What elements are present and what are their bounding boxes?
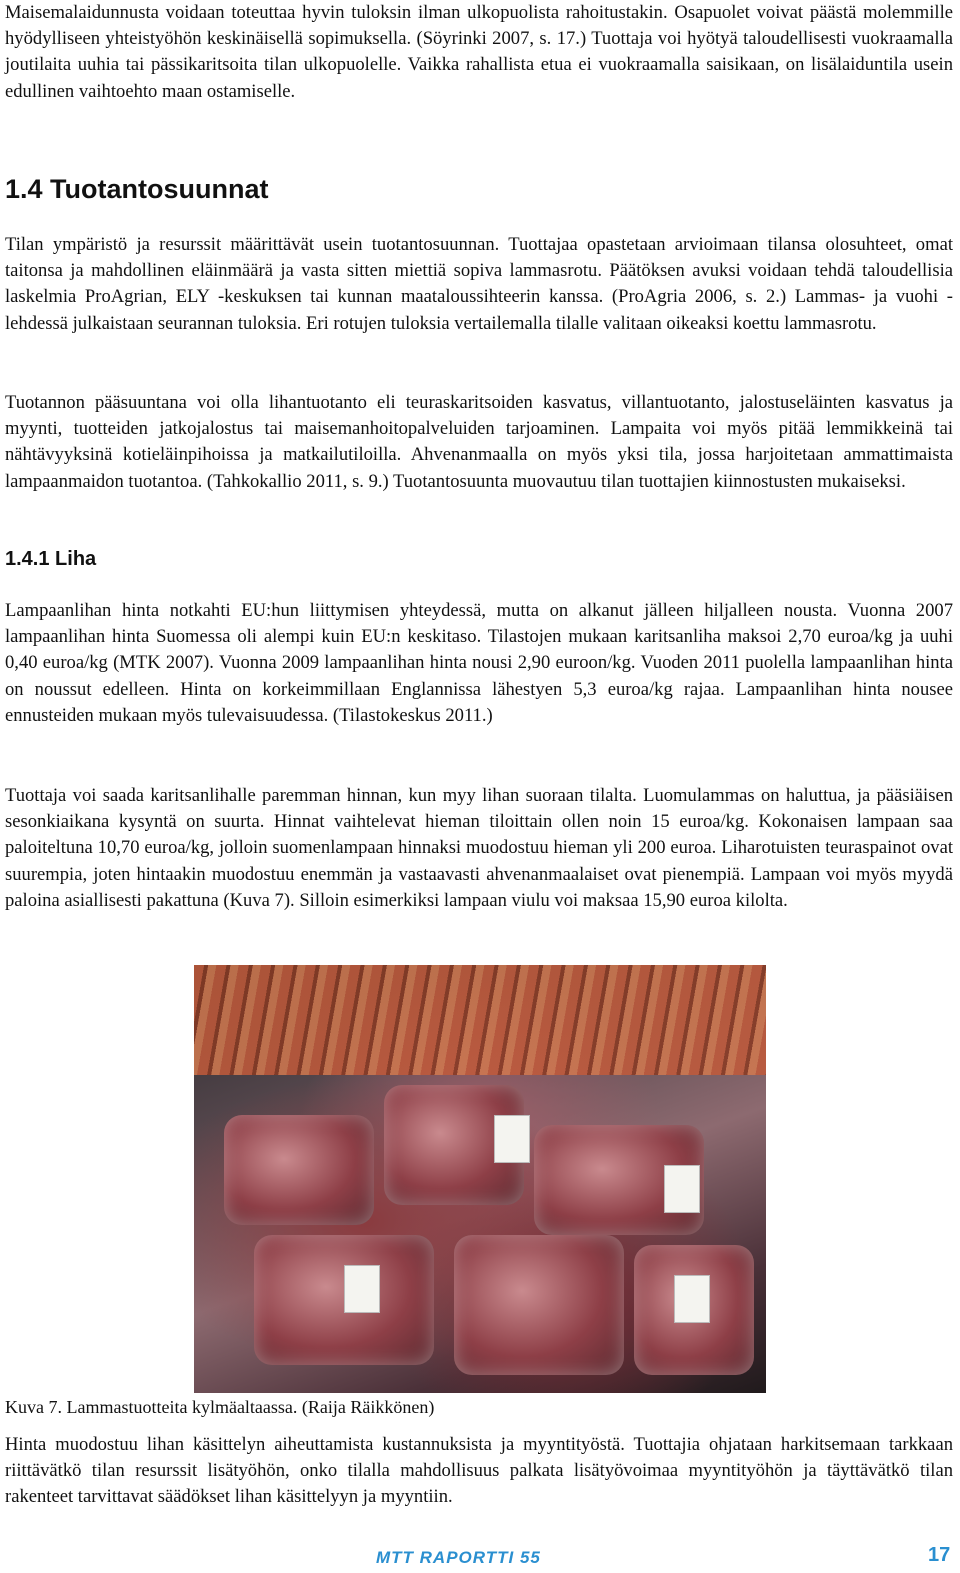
section-heading-tuotantosuunnat: 1.4 Tuotantosuunnat <box>5 174 269 204</box>
paragraph-costs: Hinta muodostuu lihan käsittelyn aiheuttamista kustannuksista ja myyntityöstä. Tuottajia ohjataan harkitsemaan tarkkaan riittävätkö tilan resurssit lisätyöhön, onko tilalla mahdollisuus palkata lisätyövoimaa myyntityöhön ja täyttävätkö tilan rakenteet tarvittavat säädökset lihan käsittelyyn ja myyntiin. <box>5 1434 953 1508</box>
paragraph-direct-sales: Tuottaja voi saada karitsanlihalle paremman hinnan, kun myy lihan suoraan tilalta. Luomulammas on haluttua, ja pääsiäisen sesonkiaikana kysyntä on suurta. Hinnat vaihtelevat hieman tiloittain ollen noin 15 euroa/kg. Kokonaisen lampaan saa paloiteltuna 10,70 euroa/kg, jolloin suomenlampaan hinnaksi muodostuu hieman yli 200 euroa. Liharotuisten teuraspainot ovat suurempia, joten hintaakin muodostuu enemmän ja vastaavasti ahvenanmaalaiset ovat pienempiä. Lampaan voi myös myydä paloina asiallisesti pakattuna (Kuva 7). Silloin esimerkiksi lampaan viulu voi maksaa 15,90 euroa kilolta. <box>5 785 953 911</box>
price-label <box>674 1275 710 1323</box>
paragraph-production-direction: Tuotannon pääsuuntana voi olla lihantuotanto eli teuraskaritsoiden kasvatus, villantuotanto, jalostuseläinten kasvatus ja myynti, tuotteiden jatkojalostus tai maisemanhoitopalveluiden tarjoaminen. Lampaita voi myös pitää lemmikkeinä tai nähtävyyksinä kotieläinpihoissa ja matkailutiloilla. Ahvenanmaalla on myös yksi tila, jossa harjoitetaan ammattimaista lampaanmaidon tuotantoa. (Tahkokallio 2011, s. 9.) Tuotantosuunta muovautuu tilan tuottajien kiinnostusten mukaiseksi. <box>5 392 953 492</box>
page-number: 17 <box>928 1544 951 1566</box>
subsection-heading-liha: 1.4.1 Liha <box>5 548 97 570</box>
publication-footer: MTT RAPORTTI 55 <box>376 1548 541 1567</box>
figure-caption: Kuva 7. Lammastuotteita kylmäaltaassa. (Raija Räikkönen) <box>5 1397 435 1417</box>
sausage-packages <box>194 965 766 1075</box>
price-label <box>344 1265 380 1313</box>
paragraph-intro: Maisemalaidunnusta voidaan toteuttaa hyvin tuloksin ilman ulkopuolista rahoitustakin. Osapuolet voivat päästä molemmille hyödylliseen yhteistyöhön keskinäisellä sopimuksella. (Söyrinki 2007, s. 17.) Tuottaja voi hyötyä taloudellisesti vuokraamalla joutilaita uuhia tai pässikaritsoita tilan ulkopuolelle. Vaikka rahallista etua ei vuokraamalla saisikaan, on lisälaiduntila usein edullinen vaihtoehto maan ostamiselle. <box>5 2 953 102</box>
price-label <box>664 1165 700 1213</box>
lamb-products-photo <box>194 965 766 1393</box>
price-label <box>494 1115 530 1163</box>
paragraph-meat-price: Lampaanlihan hinta notkahti EU:hun liittymisen yhteydessä, mutta on alkanut jälleen hiljalleen nousta. Vuonna 2007 lampaanlihan hinta Suomessa oli alempi kuin EU:n keskitaso. Tilastojen mukaan karitsanliha maksoi 2,70 euroa/kg ja uuhi 0,40 euroa/kg (MTK 2007). Vuonna 2009 lampaanlihan hinta nousi 2,90 euroon/kg. Vuoden 2011 puolella lampaanlihan hinta on noussut edelleen. Hinta on korkeimmillaan Englannissa lähestyen 5,3 euroa/kg rajaa. Lampaanlihan hinta nousee ennusteiden mukaan myös tulevaisuudessa. (Tilastokeskus 2011.) <box>5 600 953 726</box>
paragraph-resources: Tilan ympäristö ja resurssit määrittävät usein tuotantosuunnan. Tuottajaa opastetaan arvioimaan tilansa olosuhteet, omat taitonsa ja mahdollinen eläinmäärä ja vasta sitten miettiä sopiva lammasrotu. Päätöksen avuksi voidaan tehdä taloudellisia laskelmia ProAgrian, ELY -keskuksen tai kunnan maataloussihteerin kanssa. (ProAgria 2006, s. 2.) Lammas- ja vuohi -lehdessä julkaistaan seurannan tuloksia. Eri rotujen tuloksia vertailemalla tilalle valitaan oikeaksi koettu lammasrotu. <box>5 234 953 334</box>
meat-package <box>454 1235 624 1375</box>
meat-package <box>224 1115 374 1225</box>
